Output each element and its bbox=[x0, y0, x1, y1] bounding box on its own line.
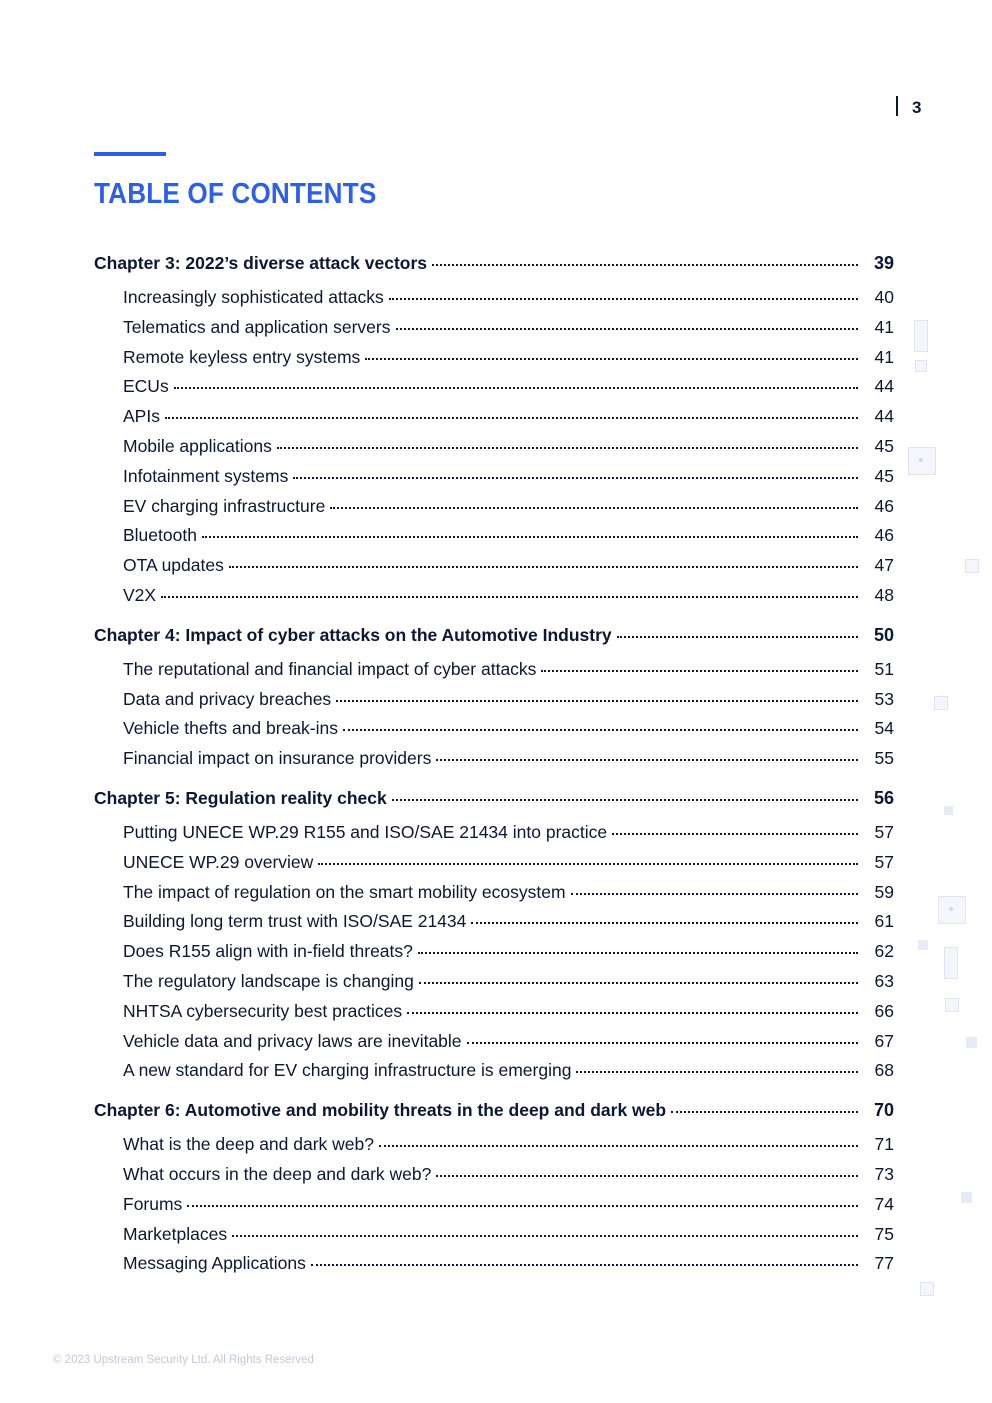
decorative-square-icon bbox=[965, 559, 979, 573]
toc-page-number: 77 bbox=[874, 1253, 894, 1274]
toc-page-number: 57 bbox=[874, 821, 894, 842]
copyright-footer: © 2023 Upstream Security Ltd. All Rights Reserved bbox=[53, 1354, 314, 1366]
toc-entry-title: Does R155 align with in-field threats? bbox=[123, 941, 413, 962]
toc-page-number: 44 bbox=[874, 376, 894, 397]
toc-entry-title: What occurs in the deep and dark web? bbox=[123, 1163, 432, 1184]
toc-section-entry[interactable] bbox=[94, 1253, 894, 1283]
toc-page-number: 68 bbox=[874, 1060, 894, 1081]
toc-dot-leader bbox=[379, 1145, 858, 1147]
toc-section-entry[interactable] bbox=[94, 911, 894, 941]
toc-section-entry[interactable] bbox=[94, 689, 894, 719]
toc-dot-leader bbox=[311, 1264, 858, 1266]
toc-dot-leader bbox=[418, 952, 858, 954]
toc-dot-leader bbox=[432, 264, 858, 266]
toc-entry-title: Marketplaces bbox=[123, 1223, 228, 1244]
toc-page-number: 41 bbox=[874, 316, 894, 337]
toc-section-entry[interactable] bbox=[94, 406, 894, 436]
table-of-contents bbox=[94, 253, 894, 1283]
toc-entry-title: Telematics and application servers bbox=[123, 316, 391, 337]
toc-page-number: 74 bbox=[874, 1193, 894, 1214]
toc-chapter-entry[interactable] bbox=[94, 625, 894, 659]
toc-page-number: 44 bbox=[874, 406, 894, 427]
toc-page-number: 46 bbox=[874, 495, 894, 516]
toc-section-entry[interactable] bbox=[94, 1194, 894, 1224]
toc-entry-title: Vehicle thefts and break-ins bbox=[123, 718, 338, 739]
page-number: 3 bbox=[912, 98, 922, 117]
decorative-square-icon bbox=[918, 940, 928, 950]
toc-section-entry[interactable] bbox=[94, 287, 894, 317]
toc-dot-leader bbox=[277, 447, 858, 449]
toc-section-entry[interactable] bbox=[94, 852, 894, 882]
toc-page-number: 71 bbox=[874, 1134, 894, 1155]
toc-page-number: 55 bbox=[874, 748, 894, 769]
toc-dot-leader bbox=[174, 387, 858, 389]
toc-entry-title: Financial impact on insurance providers bbox=[123, 748, 432, 769]
decorative-square-icon bbox=[945, 998, 959, 1012]
toc-section-entry[interactable] bbox=[94, 941, 894, 971]
toc-dot-leader bbox=[293, 477, 858, 479]
toc-entry-title: A new standard for EV charging infrastructure is emerging bbox=[123, 1060, 572, 1081]
toc-entry-title: Bluetooth bbox=[123, 525, 197, 546]
toc-section-entry[interactable] bbox=[94, 376, 894, 406]
toc-section-entry[interactable] bbox=[94, 555, 894, 585]
toc-page-number: 50 bbox=[873, 624, 894, 645]
toc-dot-leader bbox=[471, 922, 858, 924]
toc-entry-title: Forums bbox=[123, 1193, 183, 1214]
toc-page-number: 45 bbox=[874, 465, 894, 486]
toc-dot-leader bbox=[165, 417, 858, 419]
toc-page-number: 73 bbox=[874, 1163, 894, 1184]
toc-dot-leader bbox=[467, 1042, 858, 1044]
toc-dot-leader bbox=[436, 759, 858, 761]
toc-dot-leader bbox=[232, 1235, 858, 1237]
decorative-square-icon bbox=[920, 1282, 934, 1296]
toc-section-entry[interactable] bbox=[94, 1224, 894, 1254]
toc-chapter-entry[interactable] bbox=[94, 1100, 894, 1134]
decorative-square-icon bbox=[934, 696, 948, 710]
toc-dot-leader bbox=[389, 298, 858, 300]
toc-section-entry[interactable] bbox=[94, 496, 894, 526]
toc-entry-title: Chapter 5: Regulation reality check bbox=[94, 787, 387, 808]
toc-dot-leader bbox=[396, 328, 859, 330]
toc-entry-title: ECUs bbox=[123, 376, 169, 397]
toc-entry-title: The reputational and financial impact of cyber attacks bbox=[123, 658, 537, 679]
toc-entry-title: The regulatory landscape is changing bbox=[123, 970, 414, 991]
toc-chapter-entry[interactable] bbox=[94, 253, 894, 287]
toc-entry-title: Building long term trust with ISO/SAE 21434 bbox=[123, 911, 467, 932]
toc-entry-title: Data and privacy breaches bbox=[123, 688, 332, 709]
toc-dot-leader bbox=[202, 536, 858, 538]
toc-page-number: 62 bbox=[874, 941, 894, 962]
toc-dot-leader bbox=[365, 358, 858, 360]
toc-dot-leader bbox=[392, 799, 858, 801]
toc-entry-title: Infotainment systems bbox=[123, 465, 289, 486]
decorative-square-icon bbox=[961, 1192, 972, 1203]
toc-dot-leader bbox=[436, 1175, 858, 1177]
decorative-chip-icon bbox=[914, 320, 928, 352]
toc-page-number: 66 bbox=[874, 1000, 894, 1021]
toc-section-entry[interactable] bbox=[94, 659, 894, 689]
toc-dot-leader bbox=[161, 596, 858, 598]
toc-section-entry[interactable] bbox=[94, 436, 894, 466]
decorative-square-icon bbox=[966, 1037, 977, 1048]
toc-section-entry[interactable] bbox=[94, 882, 894, 912]
toc-dot-leader bbox=[612, 833, 858, 835]
toc-dot-leader bbox=[571, 893, 858, 895]
toc-page-number: 47 bbox=[874, 555, 894, 576]
toc-page-number: 45 bbox=[874, 435, 894, 456]
toc-page-number: 56 bbox=[873, 787, 894, 808]
toc-section-entry[interactable] bbox=[94, 585, 894, 615]
toc-page-number: 41 bbox=[874, 346, 894, 367]
toc-page-number: 59 bbox=[874, 881, 894, 902]
toc-section-entry[interactable] bbox=[94, 1164, 894, 1194]
toc-page-number: 57 bbox=[874, 851, 894, 872]
toc-page-number: 67 bbox=[874, 1030, 894, 1051]
toc-dot-leader bbox=[318, 863, 858, 865]
toc-page-number: 54 bbox=[874, 718, 894, 739]
toc-page-number: 51 bbox=[874, 658, 894, 679]
toc-dot-leader bbox=[419, 982, 858, 984]
toc-page-number: 40 bbox=[874, 287, 894, 307]
toc-entry-title: OTA updates bbox=[123, 555, 224, 576]
toc-entry-title: Chapter 3: 2022’s diverse attack vectors bbox=[94, 253, 428, 273]
toc-page-number: 75 bbox=[874, 1223, 894, 1244]
toc-dot-leader bbox=[187, 1205, 858, 1207]
toc-chapter-entry[interactable] bbox=[94, 788, 894, 822]
decorative-square-icon bbox=[944, 806, 953, 815]
toc-entry-title: Mobile applications bbox=[123, 435, 272, 456]
toc-section-entry[interactable] bbox=[94, 822, 894, 852]
toc-section-entry[interactable] bbox=[94, 971, 894, 1001]
toc-section-entry[interactable] bbox=[94, 466, 894, 496]
toc-dot-leader bbox=[671, 1111, 858, 1113]
toc-page-number: 48 bbox=[874, 584, 894, 605]
toc-section-entry[interactable] bbox=[94, 1031, 894, 1061]
toc-dot-leader bbox=[330, 507, 858, 509]
toc-entry-title: NHTSA cybersecurity best practices bbox=[123, 1000, 403, 1021]
decorative-chip-icon bbox=[944, 947, 958, 979]
toc-dot-leader bbox=[229, 566, 858, 568]
toc-section-entry[interactable] bbox=[94, 347, 894, 377]
toc-entry-title: Increasingly sophisticated attacks bbox=[123, 287, 384, 307]
toc-entry-title: The impact of regulation on the smart mobility ecosystem bbox=[123, 881, 566, 902]
toc-page-number: 61 bbox=[874, 911, 894, 932]
toc-page-number: 46 bbox=[874, 525, 894, 546]
toc-page-number: 63 bbox=[874, 970, 894, 991]
toc-entry-title: UNECE WP.29 overview bbox=[123, 851, 314, 872]
toc-entry-title: Chapter 4: Impact of cyber attacks on the Automotive Industry bbox=[94, 624, 612, 645]
toc-dot-leader bbox=[407, 1012, 858, 1014]
toc-section-entry[interactable] bbox=[94, 525, 894, 555]
toc-entry-title: Putting UNECE WP.29 R155 and ISO/SAE 21434 into practice bbox=[123, 821, 608, 842]
toc-page-number: 53 bbox=[874, 688, 894, 709]
toc-entry-title: V2X bbox=[123, 584, 157, 605]
toc-dot-leader bbox=[336, 700, 858, 702]
page-number-divider bbox=[896, 96, 898, 116]
toc-page-number: 70 bbox=[873, 1100, 894, 1121]
toc-section-entry[interactable] bbox=[94, 748, 894, 778]
toc-section-entry[interactable] bbox=[94, 1060, 894, 1090]
toc-entry-title: What is the deep and dark web? bbox=[123, 1134, 374, 1155]
toc-section-entry[interactable] bbox=[94, 317, 894, 347]
toc-dot-leader bbox=[617, 636, 858, 638]
decorative-dot-icon bbox=[949, 907, 953, 911]
toc-page-number: 39 bbox=[873, 253, 894, 273]
decorative-square-icon bbox=[915, 360, 927, 372]
toc-entry-title: APIs bbox=[123, 406, 160, 427]
toc-section-entry[interactable] bbox=[94, 1001, 894, 1031]
toc-section-entry[interactable] bbox=[94, 718, 894, 748]
toc-entry-title: EV charging infrastructure bbox=[123, 495, 326, 516]
toc-dot-leader bbox=[541, 670, 858, 672]
toc-dot-leader bbox=[343, 729, 858, 731]
toc-section-entry[interactable] bbox=[94, 1134, 894, 1164]
title-accent-bar bbox=[94, 152, 166, 156]
toc-entry-title: Vehicle data and privacy laws are inevitable bbox=[123, 1030, 462, 1051]
toc-entry-title: Chapter 6: Automotive and mobility threats in the deep and dark web bbox=[94, 1100, 667, 1121]
page-title: TABLE OF CONTENTS bbox=[94, 178, 377, 210]
decorative-dot-icon bbox=[919, 458, 923, 462]
toc-entry-title: Messaging Applications bbox=[123, 1253, 306, 1274]
toc-entry-title: Remote keyless entry systems bbox=[123, 346, 361, 367]
toc-dot-leader bbox=[576, 1071, 858, 1073]
